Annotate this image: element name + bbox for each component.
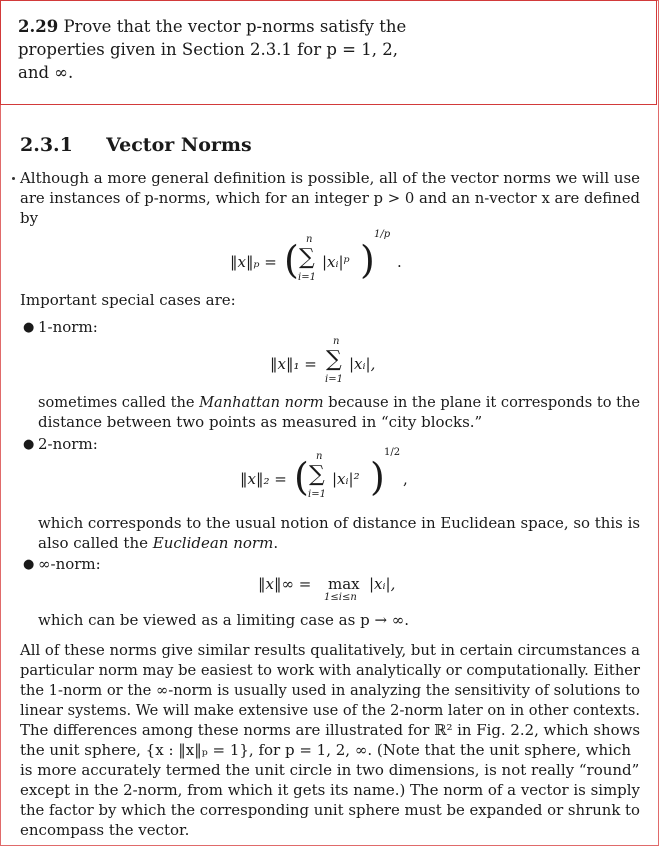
formula-2norm-term: |xᵢ|² (332, 470, 360, 488)
formula-1norm-term: |xᵢ|, (349, 355, 376, 373)
closing-line-9: the factor by which the corresponding unit sphere must be expanded or shrunk to (20, 801, 640, 819)
formula-main-sigma: ∑ (299, 245, 315, 270)
formula-2norm-open-paren: ( (294, 455, 309, 499)
case1-desc-em: Manhattan norm (199, 393, 324, 411)
closing-line-8: except in the 2-norm, from which it gets its name.) The norm of a vector is simply (20, 781, 640, 799)
case2-desc-line-1: which corresponds to the usual notion of distance in Euclidean space, so this is (38, 514, 641, 532)
section-number: 2.3.1 (20, 134, 73, 156)
exercise-text-1: Prove that the vector p-norms satisfy the (63, 17, 407, 36)
case2-label: 2-norm: (38, 435, 98, 453)
formula-1norm-sum-bottom: i=1 (325, 374, 343, 385)
closing-line-3: the 1-norm or the ∞-norm is usually used in analyzing the sensitivity of solutions to (20, 681, 640, 699)
case2-desc-em: Euclidean norm (152, 534, 274, 552)
case2-desc-pre: also called the (38, 534, 153, 552)
case1-desc-pre: sometimes called the (38, 393, 200, 411)
section-title: Vector Norms (106, 134, 252, 156)
formula-main-sum-top: n (306, 234, 313, 245)
formula-infnorm-term: |xᵢ|, (369, 575, 396, 593)
formula-1norm-sigma: ∑ (326, 347, 342, 372)
case2-desc-post: . (273, 534, 279, 552)
formula-2norm-end: , (403, 470, 408, 488)
intro-line-1: Although a more general definition is possible, all of the vector norms we will use (20, 169, 640, 187)
closing-line-6: the unit sphere, {x : ‖x‖ₚ = 1}, for p = 1, 2, ∞. (Note that the unit sphere, which (20, 741, 632, 759)
formula-main-exponent: 1/p (374, 229, 391, 240)
formula-main-end: . (397, 253, 402, 271)
exercise-line-2: properties given in Section 2.3.1 for p = 1, 2, (18, 40, 398, 59)
closing-line-5: The differences among these norms are illustrated for ℝ² in Fig. 2.2, which shows (20, 721, 640, 739)
formula-2norm-close-paren: ) (370, 455, 385, 499)
case1-desc-line-1 (38, 393, 640, 412)
formula-main-sum-bottom: i=1 (298, 272, 316, 283)
closing-line-4: linear systems. We will make extensive use of the 2-norm later on in other contexts. (20, 701, 640, 719)
formula-infnorm-max: max (328, 575, 360, 593)
intro-line-3: by (20, 209, 39, 227)
formula-infnorm-max-sub: 1≤i≤n (324, 592, 357, 603)
formula-2norm-sum-bottom: i=1 (308, 489, 326, 500)
intro-line-2: are instances of p-norms, which for an integer p > 0 and an n-vector x are defined (20, 189, 640, 207)
formula-main-open-paren: ( (284, 238, 299, 282)
closing-line-2: particular norm may be easiest to work with analytically or computationally. Either (20, 661, 640, 679)
closing-line-7: is more accurately termed the unit circle in two dimensions, is not really “round” (20, 761, 640, 779)
section-heading (20, 134, 252, 156)
formula-infnorm-lhs: ‖x‖∞ = (258, 575, 312, 593)
closing-line-1: All of these norms give similar results qualitatively, but in certain circumstances a (20, 641, 641, 659)
formula-main-close-paren: ) (360, 238, 375, 282)
exercise-line-1 (18, 17, 406, 36)
bullet-2: ● (23, 437, 35, 452)
margin-mark (12, 177, 15, 180)
formula-main-term: |xᵢ|ᵖ (322, 253, 350, 271)
formula-2norm-sigma: ∑ (309, 462, 325, 487)
formula-1norm-sum-top: n (333, 336, 340, 347)
bullet-1: ● (23, 320, 35, 335)
case3-label: ∞-norm: (38, 555, 101, 573)
formula-1norm-lhs: ‖x‖₁ = (270, 355, 317, 373)
exercise-line-3: and ∞. (18, 63, 74, 82)
case2-desc-line-2 (38, 534, 278, 553)
closing-line-10: encompass the vector. (20, 821, 190, 839)
case1-label: 1-norm: (38, 318, 98, 336)
exercise-number: 2.29 (18, 17, 59, 36)
special-cases-label: Important special cases are: (20, 291, 236, 309)
formula-2norm-lhs: ‖x‖₂ = (240, 470, 287, 488)
bullet-3: ● (23, 557, 35, 572)
case3-desc: which can be viewed as a limiting case as p → ∞. (38, 611, 410, 629)
formula-2norm-sum-top: n (316, 451, 323, 462)
case1-desc-line-2: distance between two points as measured in “city blocks.” (38, 413, 483, 431)
case1-desc-post: because in the plane it corresponds to the (323, 393, 641, 411)
formula-2norm-exponent: 1/2 (384, 447, 401, 458)
formula-main-lhs: ‖x‖ₚ = (230, 253, 277, 271)
